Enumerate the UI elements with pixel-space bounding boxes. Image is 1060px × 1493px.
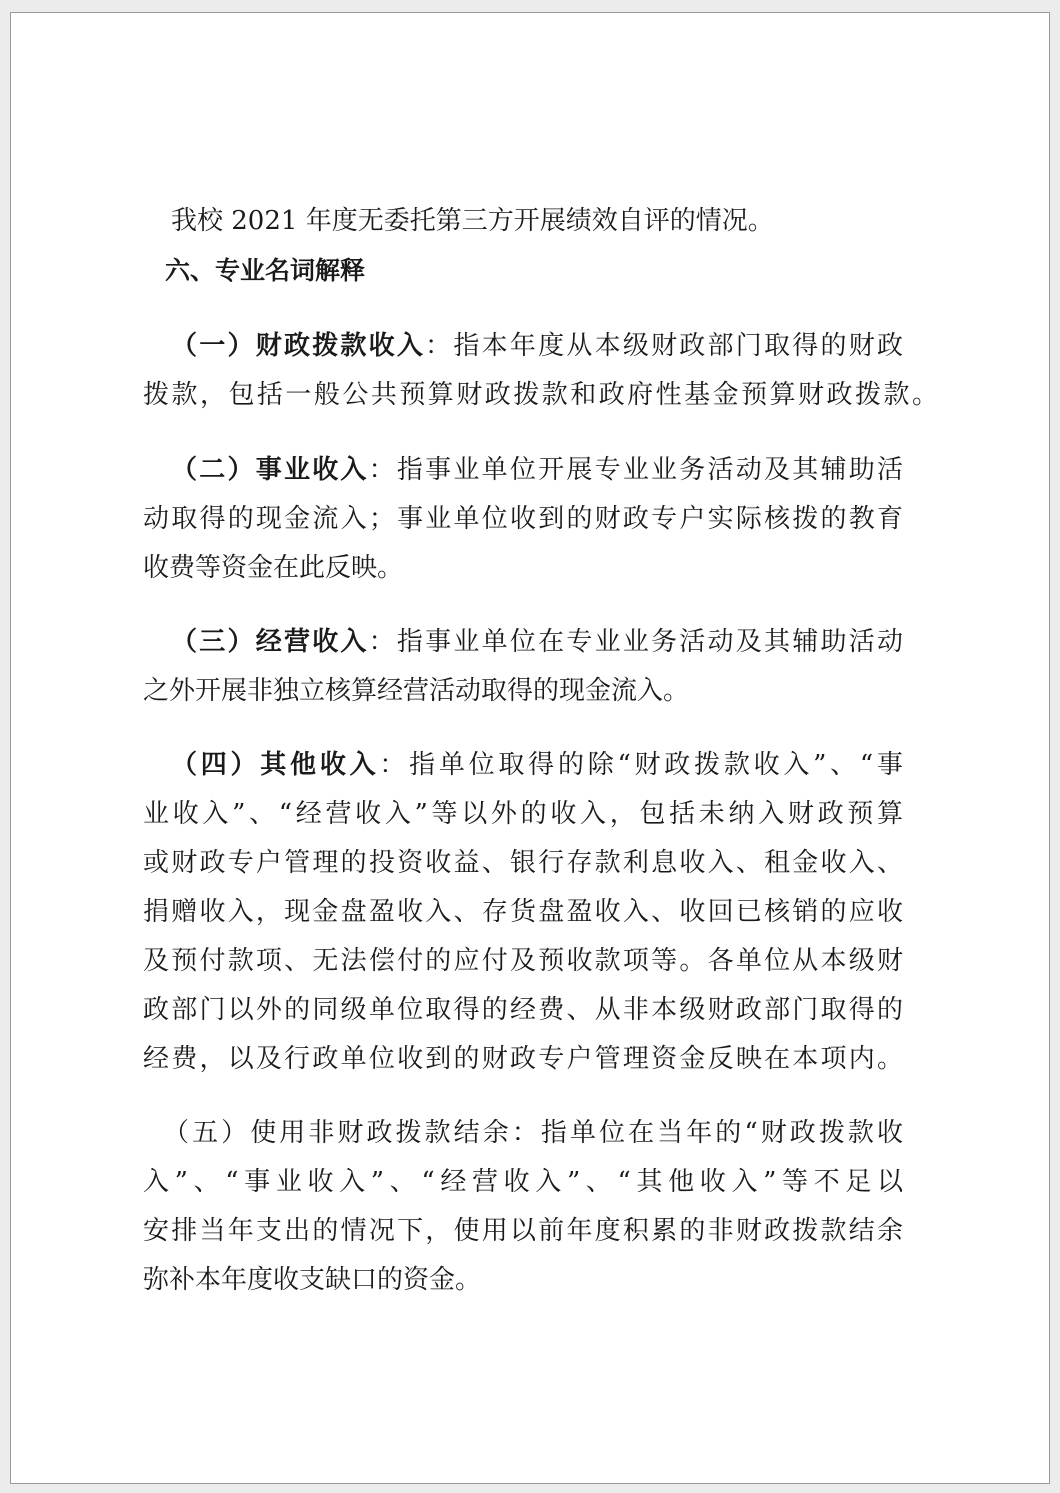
paragraph-line: 入”、“事业收入”、“经营收入”、“其他收入”等不足以	[143, 1167, 903, 1197]
term-label: （三）经营收入	[171, 627, 369, 657]
term-definition: ：指单位取得的除“财政拨款收入”、“事	[379, 750, 903, 780]
paragraph-line: 及预付款项、无法偿付的应付及预收款项等。各单位从本级财	[143, 946, 903, 976]
paragraph-line	[171, 329, 903, 363]
paragraph-line: 之外开展非独立核算经营活动取得的现金流入。	[143, 676, 690, 706]
term-label: （一）财政拨款收入	[171, 331, 426, 361]
term-definition: ：指事业单位在专业业务活动及其辅助活动	[368, 627, 903, 657]
paragraph-line	[171, 453, 903, 487]
intro-line: 我校 2021 年度无委托第三方开展绩效自评的情况。	[171, 206, 774, 236]
paragraph-line	[171, 748, 903, 782]
term-definition: ：指本年度从本级财政部门取得的财政	[425, 331, 903, 361]
paragraph-line: 经费，以及行政单位收到的财政专户管理资金反映在本项内。	[143, 1044, 903, 1074]
document-page	[10, 12, 1050, 1484]
term-definition: ：指事业单位开展专业业务活动及其辅助活	[368, 455, 903, 485]
paragraph-line: 捐赠收入，现金盘盈收入、存货盘盈收入、收回已核销的应收	[143, 897, 903, 927]
paragraph-line	[171, 625, 903, 659]
paragraph-line: 动取得的现金流入；事业单位收到的财政专户实际核拨的教育	[143, 504, 903, 534]
term-label: （二）事业收入	[171, 455, 369, 485]
paragraph-line: 政部门以外的同级单位取得的经费、从非本级财政部门取得的	[143, 995, 903, 1025]
paragraph-line: 拨款，包括一般公共预算财政拨款和政府性基金预算财政拨款。	[143, 380, 938, 410]
paragraph-line: 收费等资金在此反映。	[143, 553, 404, 583]
paragraph-line: 或财政专户管理的投资收益、银行存款利息收入、租金收入、	[143, 848, 903, 878]
term-label: （四）其他收入	[171, 750, 380, 780]
paragraph-line: 弥补本年度收支缺口的资金。	[143, 1265, 482, 1295]
paragraph-line: （五）使用非财政拨款结余：指单位在当年的“财政拨款收	[163, 1118, 903, 1148]
paragraph-line: 安排当年支出的情况下，使用以前年度积累的非财政拨款结余	[143, 1216, 903, 1246]
paragraph-line: 业收入”、“经营收入”等以外的收入，包括未纳入财政预算	[143, 799, 903, 829]
section-heading: 六、专业名词解释	[165, 256, 366, 285]
